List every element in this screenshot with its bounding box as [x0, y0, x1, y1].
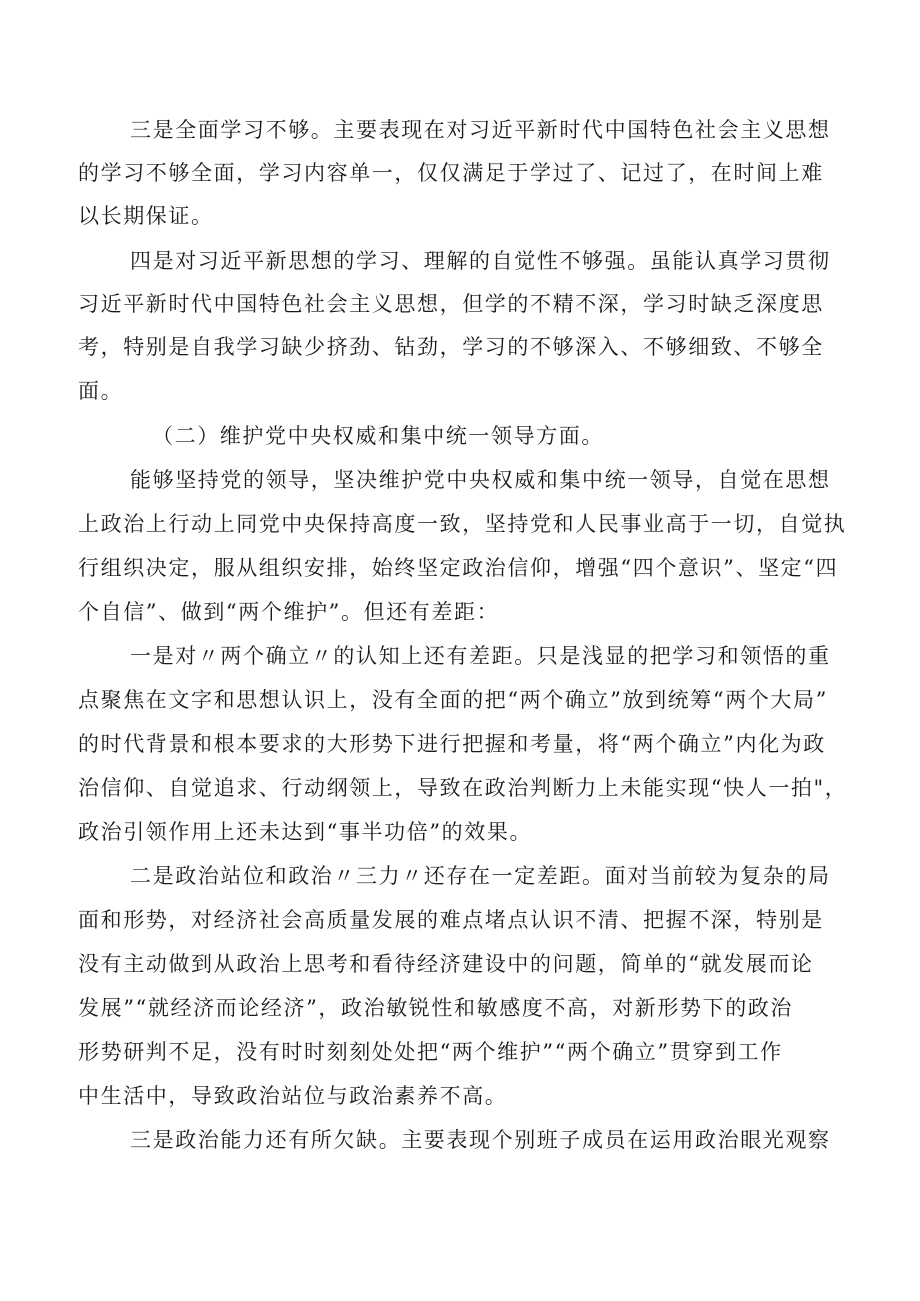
text-line: 三是全面学习不够。主要表现在对习近平新时代中国特色社会主义思想: [130, 118, 831, 142]
text-line: 形势研判不足，没有时时刻刻处处把“两个维护”“两个确立”贯穿到工作: [78, 1040, 783, 1064]
text-line: 四是对习近平新思想的学习、理解的自觉性不够强。虽能认真学习贯彻: [130, 249, 831, 273]
text-line: 治信仰、自觉追求、行动纲领上，导致在政治判断力上未能实现“快人一拍"，: [78, 776, 848, 800]
section-heading: （二）维护党中央权威和集中统一领导方面。: [152, 424, 604, 448]
text-line: 面和形势，对经济社会高质量发展的难点堵点认识不清、把握不深，特别是: [78, 908, 824, 932]
text-line: 考，特别是自我学习缺少挤劲、钻劲，学习的不够深入、不够细致、不够全: [78, 335, 824, 359]
text-line: 个自信”、做到“两个维护”。但还有差距：: [78, 600, 500, 624]
text-line: 以长期保证。: [78, 204, 214, 228]
text-line: 一是对〃两个确立〃的认知上还有差距。只是浅显的把学习和领悟的重: [130, 644, 831, 668]
text-line: 的时代背景和根本要求的大形势下进行把握和考量，将“两个确立”内化为政: [78, 732, 826, 756]
text-line: 二是政治站位和政治〃三力〃还存在一定差距。面对当前较为复杂的局: [130, 864, 831, 888]
text-line: 行组织决定，服从组织安排，始终坚定政治信仰，增强“四个意识”、坚定“四: [78, 556, 839, 580]
text-line: 点聚焦在文字和思想认识上，没有全面的把“两个确立”放到统筹“两个大局”: [78, 688, 828, 712]
text-line: 习近平新时代中国特色社会主义思想，但学的不精不深，学习时缺乏深度思: [78, 292, 824, 316]
text-line: 的学习不够全面，学习内容单一，仅仅满足于学过了、记过了，在时间上难: [78, 161, 824, 185]
text-line: 面。: [78, 379, 124, 403]
text-line: 上政治上行动上同党中央保持高度一致，坚持党和人民事业高于一切，自觉执: [78, 512, 847, 536]
text-line: 发展”“就经济而论经济”，政治敏锐性和敏感度不高，对新形势下的政治: [78, 996, 794, 1020]
text-line: 没有主动做到从政治上思考和看待经济建设中的问题，简单的“就发展而论: [78, 952, 814, 976]
text-line: 中生活中，导致政治站位与政治素养不高。: [78, 1084, 508, 1108]
text-line: 能够坚持党的领导，坚决维护党中央权威和集中统一领导，自觉在思想: [130, 468, 831, 492]
text-line: 政治引领作用上还未达到“事半功倍”的效果。: [78, 820, 533, 844]
text-line: 三是政治能力还有所欠缺。主要表现个别班子成员在运用政治眼光观察: [130, 1128, 831, 1152]
